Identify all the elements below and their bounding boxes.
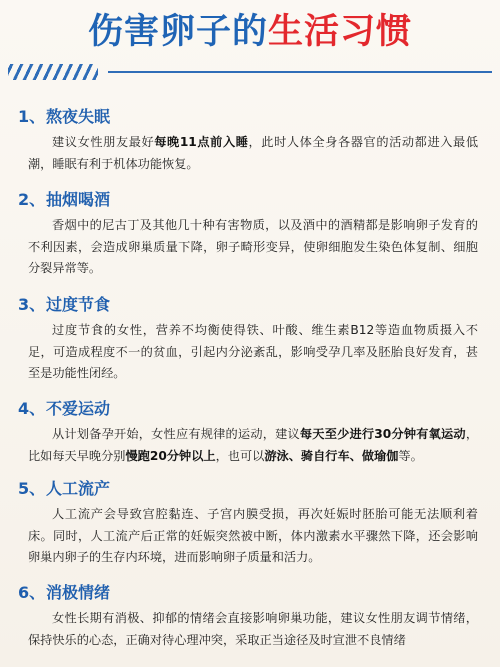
section-heading: 4、不爱运动 bbox=[18, 399, 111, 418]
section-4 bbox=[0, 398, 500, 467]
title-part-1: 伤害卵子的 bbox=[87, 12, 268, 52]
title-part-2: 生活习惯 bbox=[268, 12, 413, 52]
page-title bbox=[0, 10, 500, 54]
section-paragraph: 建议女性朋友最好每晚11点前入睡，此时人体全身各器官的活动都进入最低潮，睡眠有利于机体功能恢复。 bbox=[28, 135, 479, 171]
section-2 bbox=[0, 189, 500, 280]
section-heading: 5、人工流产 bbox=[18, 479, 111, 498]
section-heading: 2、抽烟喝酒 bbox=[18, 190, 111, 209]
section-heading: 6、消极情绪 bbox=[18, 583, 111, 602]
section-paragraph: 过度节食的女性，营养不均衡使得铁、叶酸、维生素B12等造血物质摄入不足，可造成程度不一的贫血，引起内分泌紊乱，影响受孕几率及胚胎良好发育，甚至是功能性闭经。 bbox=[28, 323, 478, 380]
section-1 bbox=[0, 106, 500, 175]
section-paragraph: 女性长期有消极、抑郁的情绪会直接影响卵巢功能，建议女性朋友调节情绪，保持快乐的心态，正确对待心理冲突，采取正当途径及时宣泄不良情绪 bbox=[28, 611, 478, 647]
section-heading: 3、过度节食 bbox=[18, 295, 111, 314]
decorative-stripe bbox=[8, 64, 492, 80]
section-paragraph: 人工流产会导致宫腔黏连、子宫内膜受损，再次妊娠时胚胎可能无法顺利着床。同时，人工流产后正常的妊娠突然被中断，体内激素水平骤然下降，还会影响卵巢内卵子的生存内环境，进而影响卵子质量和活力。 bbox=[28, 507, 478, 564]
section-5 bbox=[0, 478, 500, 569]
section-paragraph: 从计划备孕开始，女性应有规律的运动，建议每天至少进行30分钟有氧运动，比如每天早晚分别慢跑20分钟以上，也可以游泳、骑自行车、做瑜伽等。 bbox=[28, 427, 478, 463]
section-3 bbox=[0, 294, 500, 385]
section-paragraph: 香烟中的尼古丁及其他几十种有害物质，以及酒中的酒精都是影响卵子发育的不利因素，会造成卵巢质量下降，卵子畸形变异，使卵细胞发生染色体复制、细胞分裂异常等。 bbox=[28, 218, 478, 275]
section-6 bbox=[0, 582, 500, 651]
section-heading: 1、熬夜失眠 bbox=[18, 107, 111, 126]
